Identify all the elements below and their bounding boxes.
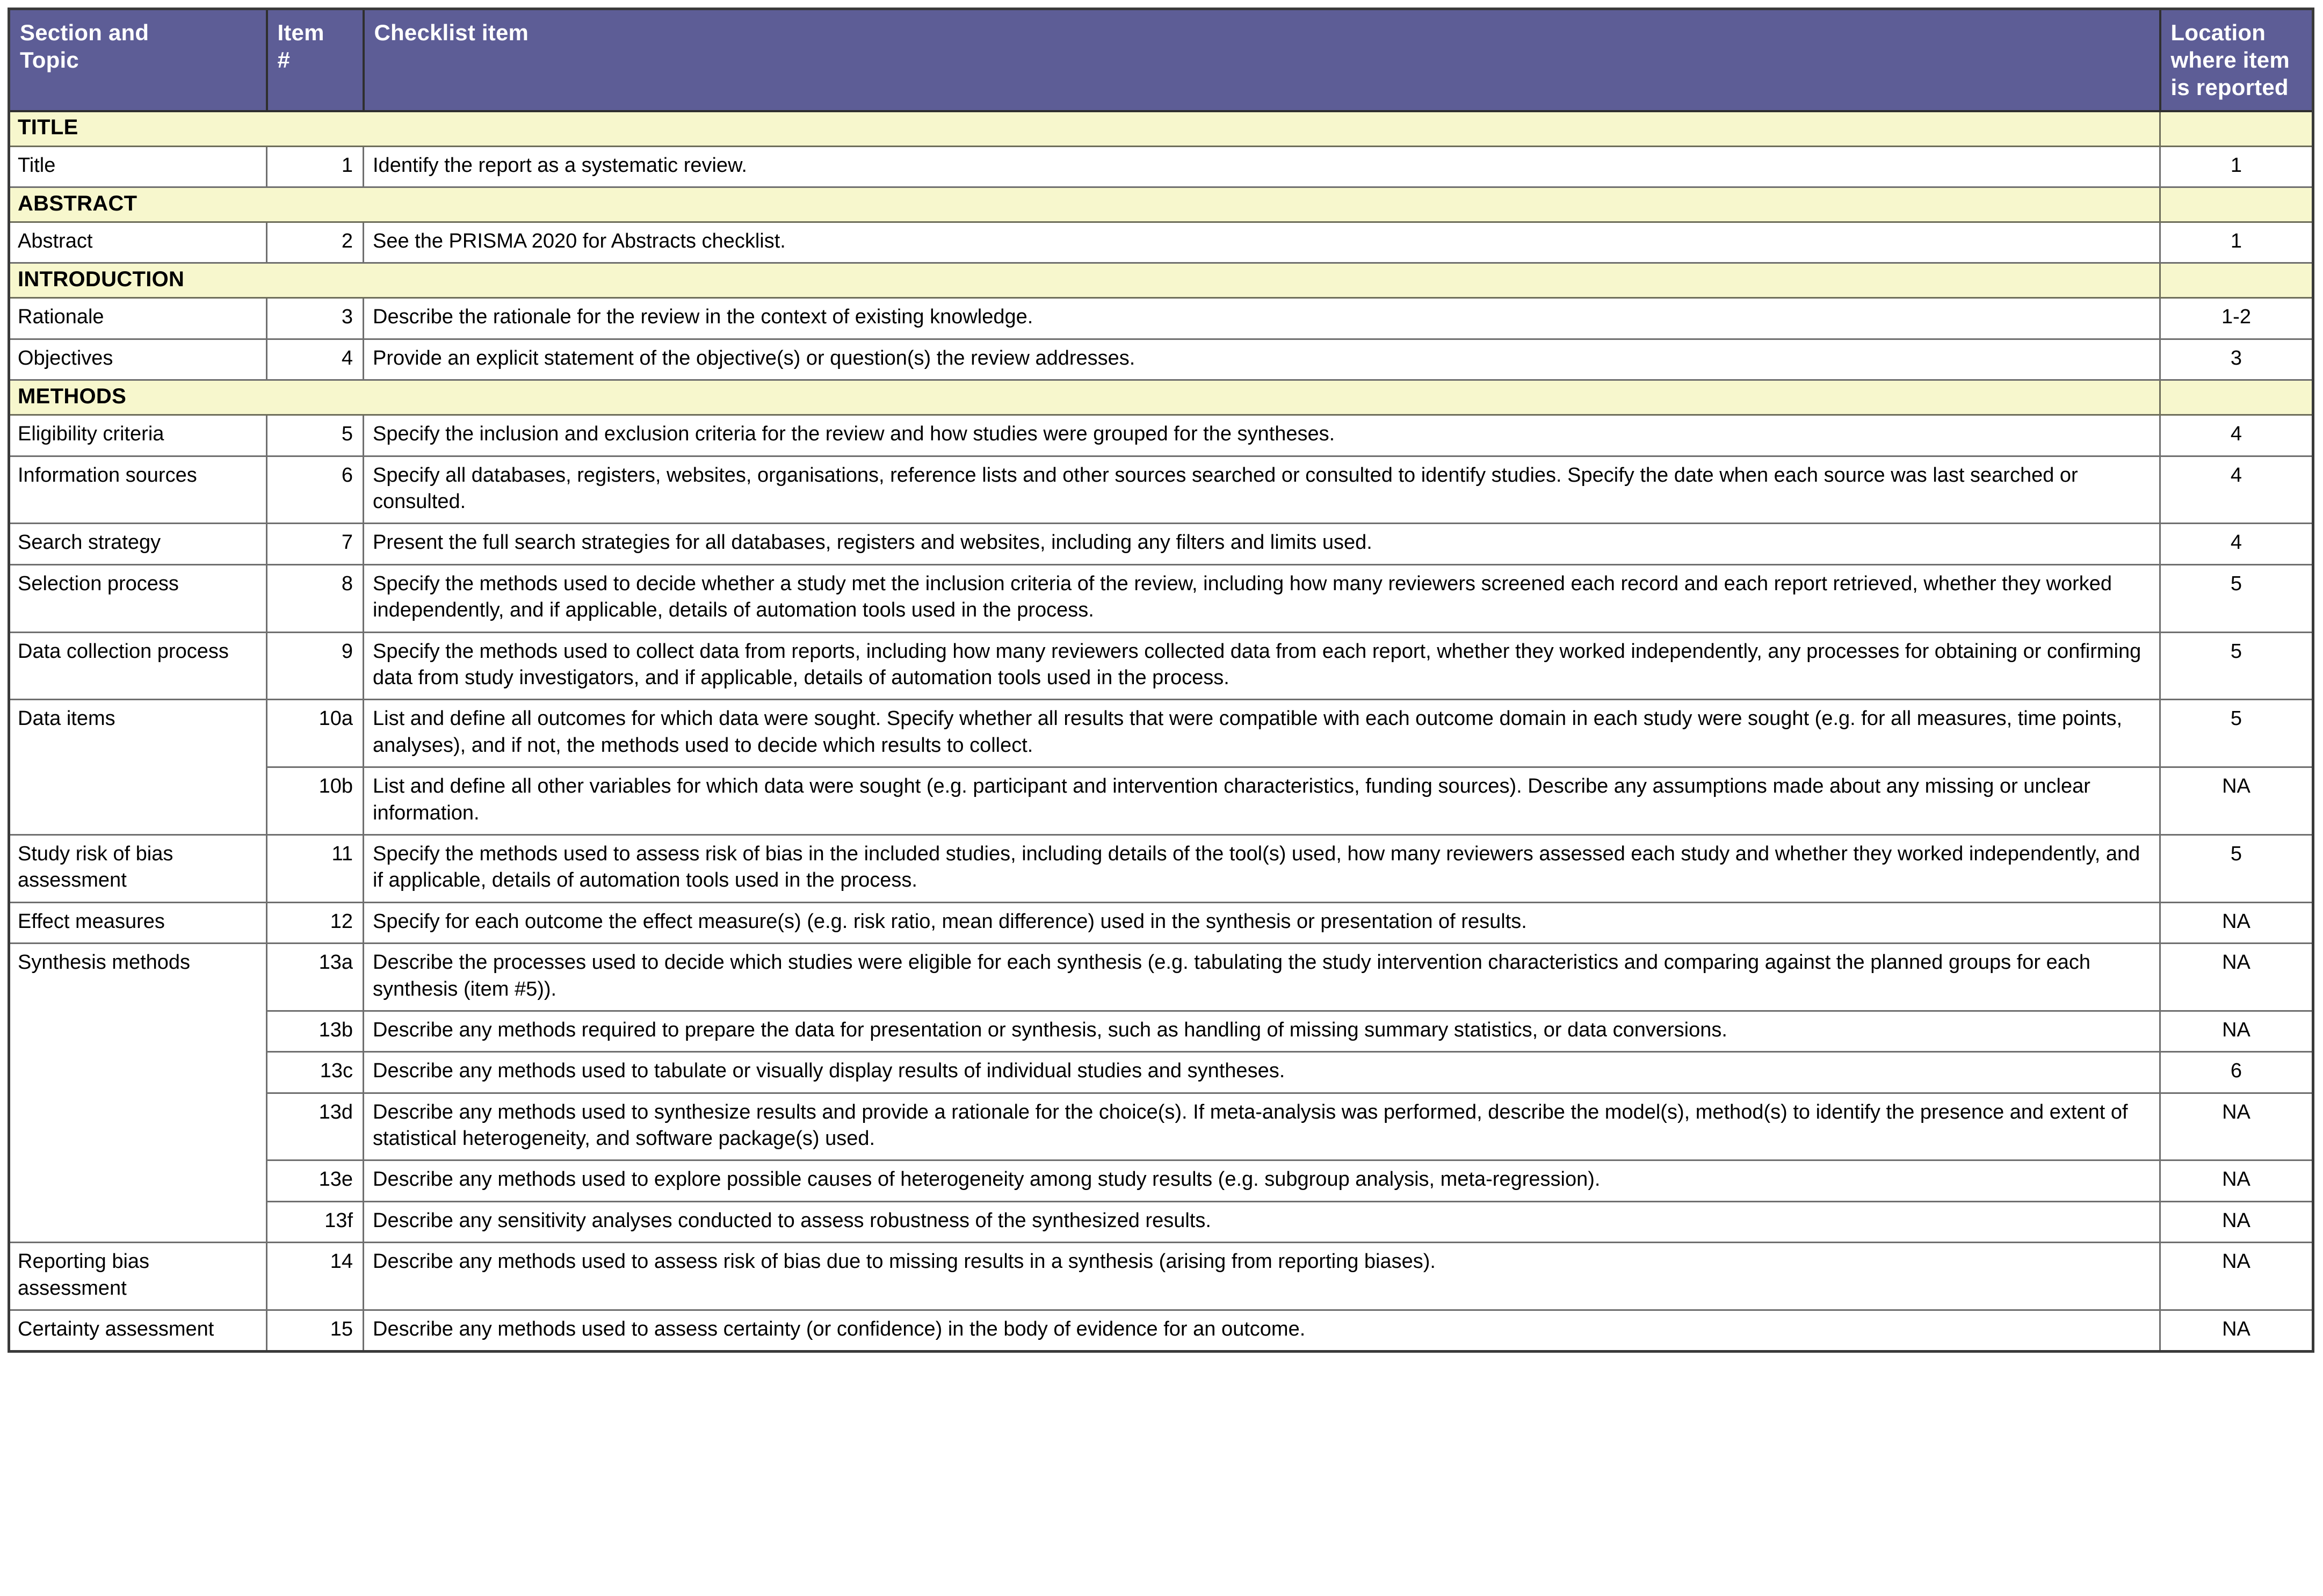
cell-checklist-item: Specify the inclusion and exclusion criteria for the review and how studies were grouped for the syntheses. [364, 415, 2160, 456]
cell-location-reported: NA [2160, 902, 2313, 943]
cell-section-topic: Effect measures [9, 902, 267, 943]
header-line-2: Topic [20, 47, 79, 73]
column-header-section-and-topic [9, 9, 267, 111]
cell-location-reported: 3 [2160, 339, 2313, 380]
cell-section-topic: Abstract [9, 222, 267, 263]
cell-item-number: 1 [267, 146, 364, 187]
cell-checklist-item: List and define all other variables for which data were sought (e.g. participant and intervention characteristics, funding sources). Describe any assumptions made about any missing or unclear information. [364, 767, 2160, 835]
cell-item-number: 11 [267, 835, 364, 902]
section-band-label: TITLE [9, 111, 2160, 147]
cell-section-topic: Title [9, 146, 267, 187]
table-row [9, 1243, 2313, 1310]
column-header-location-reported [2160, 9, 2313, 111]
table-row [9, 339, 2313, 380]
section-band-label: ABSTRACT [9, 187, 2160, 222]
cell-location-reported: NA [2160, 1201, 2313, 1242]
header-line-1: Item [277, 20, 324, 45]
table-row [9, 632, 2313, 700]
cell-checklist-item: Describe the rationale for the review in the context of existing knowledge. [364, 298, 2160, 339]
cell-location-reported: NA [2160, 1093, 2313, 1160]
table-body [9, 111, 2313, 1352]
cell-checklist-item: Describe any methods used to explore possible causes of heterogeneity among study results (e.g. subgroup analysis, meta-regression). [364, 1160, 2160, 1201]
cell-item-number: 13a [267, 944, 364, 1011]
cell-location-reported: 1-2 [2160, 298, 2313, 339]
cell-section-topic: Study risk of bias assessment [9, 835, 267, 902]
cell-location-reported: NA [2160, 944, 2313, 1011]
table-row [9, 1160, 2313, 1201]
cell-item-number: 13d [267, 1093, 364, 1160]
cell-item-number: 3 [267, 298, 364, 339]
cell-checklist-item: Specify for each outcome the effect measure(s) (e.g. risk ratio, mean difference) used in the synthesis or presentation of results. [364, 902, 2160, 943]
cell-location-reported: 5 [2160, 632, 2313, 700]
table-row [9, 1052, 2313, 1093]
cell-location-reported: 5 [2160, 564, 2313, 632]
table-row [9, 700, 2313, 767]
cell-location-reported: NA [2160, 1160, 2313, 1201]
cell-section-topic: Synthesis methods [9, 944, 267, 1243]
section-band-label: METHODS [9, 380, 2160, 415]
cell-section-topic: Objectives [9, 339, 267, 380]
cell-section-topic: Search strategy [9, 524, 267, 564]
cell-item-number: 5 [267, 415, 364, 456]
table-row [9, 1310, 2313, 1352]
cell-section-topic: Eligibility criteria [9, 415, 267, 456]
cell-item-number: 8 [267, 564, 364, 632]
cell-location-reported: 5 [2160, 700, 2313, 767]
table-row [9, 944, 2313, 1011]
cell-section-topic: Certainty assessment [9, 1310, 267, 1352]
section-band-location-cell [2160, 263, 2313, 298]
header-line-2: where item [2170, 47, 2290, 73]
header-line-1: Checklist item [374, 20, 529, 45]
table-row [9, 767, 2313, 835]
prisma-checklist-table [8, 8, 2314, 1353]
section-band-row [9, 263, 2313, 298]
cell-checklist-item: Describe any methods used to assess risk of bias due to missing results in a synthesis (arising from reporting biases). [364, 1243, 2160, 1310]
cell-location-reported: 6 [2160, 1052, 2313, 1093]
cell-item-number: 4 [267, 339, 364, 380]
table-row [9, 1093, 2313, 1160]
section-band-row [9, 380, 2313, 415]
column-header-item-number [267, 9, 364, 111]
header-line-1: Section and [20, 20, 149, 45]
cell-checklist-item: Describe any sensitivity analyses conducted to assess robustness of the synthesized results. [364, 1201, 2160, 1242]
table-row [9, 222, 2313, 263]
cell-checklist-item: Describe any methods required to prepare the data for presentation or synthesis, such as handling of missing summary statistics, or data conversions. [364, 1011, 2160, 1051]
cell-location-reported: NA [2160, 767, 2313, 835]
cell-location-reported: 1 [2160, 146, 2313, 187]
table-row [9, 524, 2313, 564]
cell-checklist-item: Specify the methods used to decide whether a study met the inclusion criteria of the review, including how many reviewers screened each record and each report retrieved, whether they worked independently, and if applicable, details of automation tools used in the process. [364, 564, 2160, 632]
cell-item-number: 15 [267, 1310, 364, 1352]
cell-location-reported: 4 [2160, 415, 2313, 456]
header-row [9, 9, 2313, 111]
cell-item-number: 14 [267, 1243, 364, 1310]
section-band-location-cell [2160, 380, 2313, 415]
cell-checklist-item: Describe any methods used to assess certainty (or confidence) in the body of evidence for an outcome. [364, 1310, 2160, 1352]
cell-location-reported: 4 [2160, 456, 2313, 524]
header-line-1: Location [2170, 20, 2266, 45]
cell-section-topic: Rationale [9, 298, 267, 339]
cell-item-number: 10a [267, 700, 364, 767]
table-row [9, 564, 2313, 632]
cell-item-number: 6 [267, 456, 364, 524]
table-row [9, 146, 2313, 187]
table-row [9, 298, 2313, 339]
section-band-label: INTRODUCTION [9, 263, 2160, 298]
cell-item-number: 12 [267, 902, 364, 943]
cell-checklist-item: Describe the processes used to decide which studies were eligible for each synthesis (e.g. tabulating the study intervention characteristics and comparing against the planned groups for each synthesis (item #5)). [364, 944, 2160, 1011]
cell-item-number: 9 [267, 632, 364, 700]
cell-location-reported: 4 [2160, 524, 2313, 564]
column-header-checklist-item [364, 9, 2160, 111]
cell-section-topic: Information sources [9, 456, 267, 524]
cell-location-reported: NA [2160, 1310, 2313, 1352]
cell-section-topic: Selection process [9, 564, 267, 632]
table-row [9, 902, 2313, 943]
header-line-3: is reported [2170, 75, 2289, 100]
header-line-2: # [277, 47, 291, 73]
cell-item-number: 13f [267, 1201, 364, 1242]
section-band-location-cell [2160, 187, 2313, 222]
cell-checklist-item: Describe any methods used to synthesize results and provide a rationale for the choice(s). If meta-analysis was performed, describe the model(s), method(s) to identify the presence and extent of statistical heterogeneity, and software package(s) used. [364, 1093, 2160, 1160]
cell-section-topic: Data items [9, 700, 267, 835]
cell-location-reported: NA [2160, 1011, 2313, 1051]
cell-item-number: 10b [267, 767, 364, 835]
cell-location-reported: NA [2160, 1243, 2313, 1310]
table-row [9, 415, 2313, 456]
cell-item-number: 13c [267, 1052, 364, 1093]
cell-checklist-item: Provide an explicit statement of the objective(s) or question(s) the review addresses. [364, 339, 2160, 380]
cell-item-number: 13e [267, 1160, 364, 1201]
cell-item-number: 7 [267, 524, 364, 564]
cell-item-number: 13b [267, 1011, 364, 1051]
cell-location-reported: 5 [2160, 835, 2313, 902]
cell-section-topic: Data collection process [9, 632, 267, 700]
cell-checklist-item: See the PRISMA 2020 for Abstracts checklist. [364, 222, 2160, 263]
cell-checklist-item: Specify the methods used to collect data from reports, including how many reviewers collected data from each report, whether they worked independently, any processes for obtaining or confirming data from study investigators, and if applicable, details of automation tools used in the process. [364, 632, 2160, 700]
table-header [9, 9, 2313, 111]
table-row [9, 456, 2313, 524]
cell-checklist-item: Describe any methods used to tabulate or visually display results of individual studies and syntheses. [364, 1052, 2160, 1093]
cell-location-reported: 1 [2160, 222, 2313, 263]
cell-checklist-item: List and define all outcomes for which data were sought. Specify whether all results that were compatible with each outcome domain in each study were sought (e.g. for all measures, time points, analyses), and if not, the methods used to decide which results to collect. [364, 700, 2160, 767]
section-band-location-cell [2160, 111, 2313, 147]
cell-checklist-item: Specify all databases, registers, websites, organisations, reference lists and other sources searched or consulted to identify studies. Specify the date when each source was last searched or consulted. [364, 456, 2160, 524]
section-band-row [9, 187, 2313, 222]
table-row [9, 1201, 2313, 1242]
table-row [9, 1011, 2313, 1051]
cell-item-number: 2 [267, 222, 364, 263]
cell-section-topic: Reporting bias assessment [9, 1243, 267, 1310]
section-band-row [9, 111, 2313, 147]
table-row [9, 835, 2313, 902]
cell-checklist-item: Identify the report as a systematic review. [364, 146, 2160, 187]
cell-checklist-item: Present the full search strategies for all databases, registers and websites, including any filters and limits used. [364, 524, 2160, 564]
cell-checklist-item: Specify the methods used to assess risk of bias in the included studies, including details of the tool(s) used, how many reviewers assessed each study and whether they worked independently, and if applicable, details of automation tools used in the process. [364, 835, 2160, 902]
